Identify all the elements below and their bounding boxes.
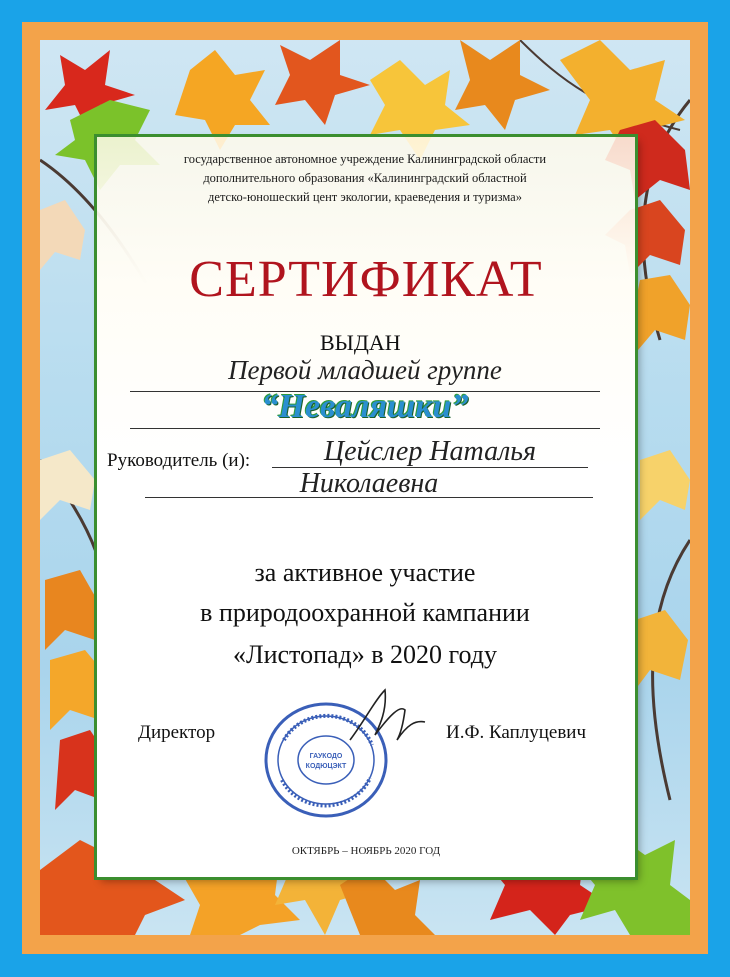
org-line-2: дополнительного образования «Калининградский областной [203, 171, 527, 185]
recipient-group-name: “Неваляшки” [261, 388, 469, 425]
date-line: ОКТЯБРЬ – НОЯБРЬ 2020 ГОД [291, 845, 441, 857]
leader-label: Руководитель (и): [107, 450, 251, 471]
reason-line-2: в природоохранной кампании [200, 598, 530, 627]
organization-header [140, 150, 590, 207]
org-line-3: детско-юношеский цент экологии, краеведения и туризма» [208, 190, 522, 204]
recipient-group-line: Первой младшей группе [228, 355, 502, 385]
director-name: И.Ф. Каплуцевич [446, 722, 587, 743]
reason-line-3: «Листопад» в 2020 году [232, 640, 498, 669]
underline-recipient-2 [130, 428, 600, 429]
director-signature [345, 680, 435, 755]
leader-name-line-2: Николаевна [299, 468, 439, 499]
stamp-center-text-2: КОДЮЦЭКТ [305, 763, 347, 770]
stamp-center-text-1: ГАУКОДО [309, 753, 343, 760]
certificate-title: СЕРТИФИКАТ [189, 251, 543, 308]
org-line-1: государственное автономное учреждение Калининградской области [183, 152, 547, 166]
director-label: Директор [138, 722, 216, 743]
reason-line-1: за активное участие [254, 558, 476, 587]
leader-name-line-1: Цейслер Наталья [323, 436, 537, 467]
issued-label: ВЫДАН [320, 330, 401, 355]
